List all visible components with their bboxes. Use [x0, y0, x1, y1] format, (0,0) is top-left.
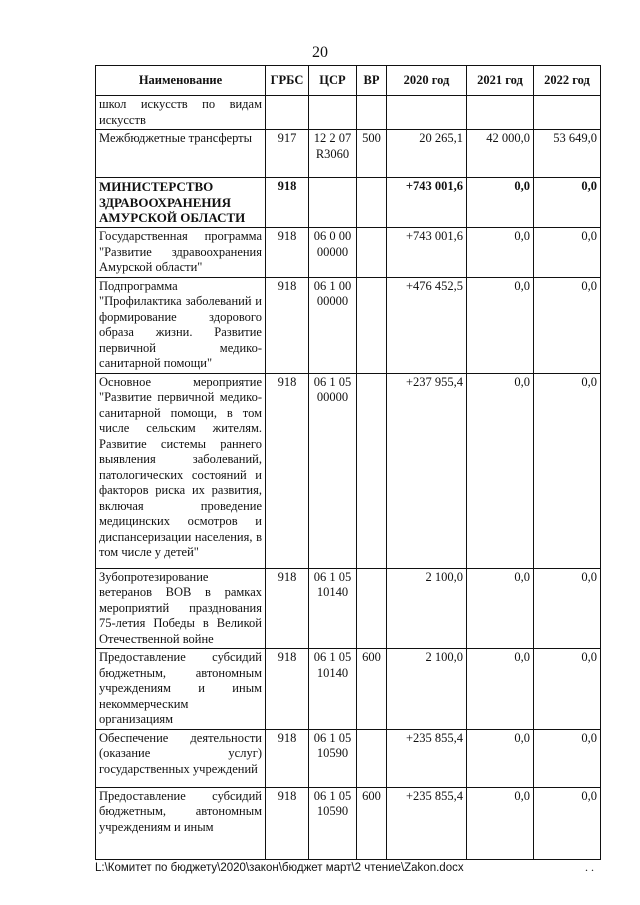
cell-2020: +476 452,5	[387, 277, 467, 373]
footer-file-path: L:\Комитет по бюджету\2020\закон\бюджет март\2 чтение\Zakon.docx	[95, 862, 464, 874]
cell-grbs: 918	[266, 178, 309, 228]
cell-2020: +743 001,6	[387, 178, 467, 228]
cell-grbs: 918	[266, 649, 309, 730]
cell-2020	[387, 96, 467, 130]
cell-csr: 06 1 05 10590	[309, 787, 357, 859]
cell-csr: 06 1 05 10140	[309, 649, 357, 730]
cell-grbs: 918	[266, 787, 309, 859]
cell-vr: 500	[357, 130, 387, 178]
budget-table	[95, 65, 601, 860]
cell-name: Государственная программа "Развитие здравоохранения Амурской области"	[96, 228, 266, 278]
cell-2021: 0,0	[467, 787, 534, 859]
header-2021: 2021 год	[467, 66, 534, 96]
page-number: 20	[312, 44, 328, 61]
cell-2022: 0,0	[534, 277, 601, 373]
cell-2020: +237 955,4	[387, 373, 467, 568]
table-header-row	[96, 66, 601, 96]
cell-2021: 0,0	[467, 568, 534, 649]
cell-grbs: 918	[266, 228, 309, 278]
cell-grbs: 918	[266, 729, 309, 787]
cell-csr	[309, 178, 357, 228]
cell-2020: +743 001,6	[387, 228, 467, 278]
header-name: Наименование	[96, 66, 266, 96]
table-row	[96, 649, 601, 730]
cell-name: Межбюджетные трансферты	[96, 130, 266, 178]
cell-name: МИНИСТЕРСТВО ЗДРАВООХРАНЕНИЯ АМУРСКОЙ ОБЛАСТИ	[96, 178, 266, 228]
table-row	[96, 130, 601, 178]
cell-2021: 0,0	[467, 373, 534, 568]
cell-name: Основное мероприятие "Развитие первичной медико-санитарной помощи, в том числе сельским жителям. Развитие системы раннего выявления заболеваний, патологических состояний и факторов риска их развития, включая проведение медицинских осмотров и диспансеризации населения, в том числе у детей"	[96, 373, 266, 568]
table-row	[96, 96, 601, 130]
table-row	[96, 277, 601, 373]
cell-2022: 53 649,0	[534, 130, 601, 178]
cell-2021: 42 000,0	[467, 130, 534, 178]
cell-vr	[357, 568, 387, 649]
table-body	[96, 96, 601, 860]
cell-name: Подпрограмма "Профилактика заболеваний и формирование здорового образа жизни. Развитие первичной медико-санитарной помощи"	[96, 277, 266, 373]
cell-2022: 0,0	[534, 568, 601, 649]
cell-csr: 06 0 00 00000	[309, 228, 357, 278]
cell-grbs: 918	[266, 277, 309, 373]
cell-name: Зубопротезирование ветеранов ВОВ в рамках мероприятий празднования 75-летия Победы в Великой Отечественной войне	[96, 568, 266, 649]
cell-2022: 0,0	[534, 228, 601, 278]
cell-2022	[534, 96, 601, 130]
cell-csr: 06 1 05 00000	[309, 373, 357, 568]
cell-vr	[357, 178, 387, 228]
cell-grbs: 917	[266, 130, 309, 178]
cell-2021: 0,0	[467, 178, 534, 228]
cell-csr: 12 2 07 R3060	[309, 130, 357, 178]
footer-dots: . .	[585, 860, 594, 874]
table-row	[96, 787, 601, 859]
cell-name: Предоставление субсидий бюджетным, автономным учреждениям и иным некоммерческим организациям	[96, 649, 266, 730]
cell-vr	[357, 373, 387, 568]
cell-vr	[357, 228, 387, 278]
cell-grbs: 918	[266, 568, 309, 649]
cell-name: Предоставление субсидий бюджетным, автономным учреждениям и иным	[96, 787, 266, 859]
cell-2020: 2 100,0	[387, 649, 467, 730]
header-vr: ВР	[357, 66, 387, 96]
header-2020: 2020 год	[387, 66, 467, 96]
cell-2021	[467, 96, 534, 130]
cell-csr: 06 1 00 00000	[309, 277, 357, 373]
cell-grbs	[266, 96, 309, 130]
cell-csr	[309, 96, 357, 130]
cell-2022: 0,0	[534, 729, 601, 787]
cell-vr	[357, 277, 387, 373]
cell-2020: +235 855,4	[387, 787, 467, 859]
header-2022: 2022 год	[534, 66, 601, 96]
table-row	[96, 178, 601, 228]
cell-2020: +235 855,4	[387, 729, 467, 787]
cell-vr	[357, 729, 387, 787]
cell-vr: 600	[357, 787, 387, 859]
cell-2020: 20 265,1	[387, 130, 467, 178]
cell-vr: 600	[357, 649, 387, 730]
cell-csr: 06 1 05 10590	[309, 729, 357, 787]
cell-csr: 06 1 05 10140	[309, 568, 357, 649]
cell-name: Обеспечение деятельности (оказание услуг) государственных учреждений	[96, 729, 266, 787]
cell-2020: 2 100,0	[387, 568, 467, 649]
cell-2022: 0,0	[534, 178, 601, 228]
cell-grbs: 918	[266, 373, 309, 568]
header-grbs: ГРБС	[266, 66, 309, 96]
table-row	[96, 729, 601, 787]
cell-2022: 0,0	[534, 373, 601, 568]
cell-2021: 0,0	[467, 228, 534, 278]
table-row	[96, 568, 601, 649]
cell-vr	[357, 96, 387, 130]
cell-2021: 0,0	[467, 649, 534, 730]
cell-2022: 0,0	[534, 787, 601, 859]
header-csr: ЦСР	[309, 66, 357, 96]
cell-2022: 0,0	[534, 649, 601, 730]
cell-name: школ искусств по видам искусств	[96, 96, 266, 130]
cell-2021: 0,0	[467, 277, 534, 373]
cell-2021: 0,0	[467, 729, 534, 787]
table-row	[96, 373, 601, 568]
table-row	[96, 228, 601, 278]
